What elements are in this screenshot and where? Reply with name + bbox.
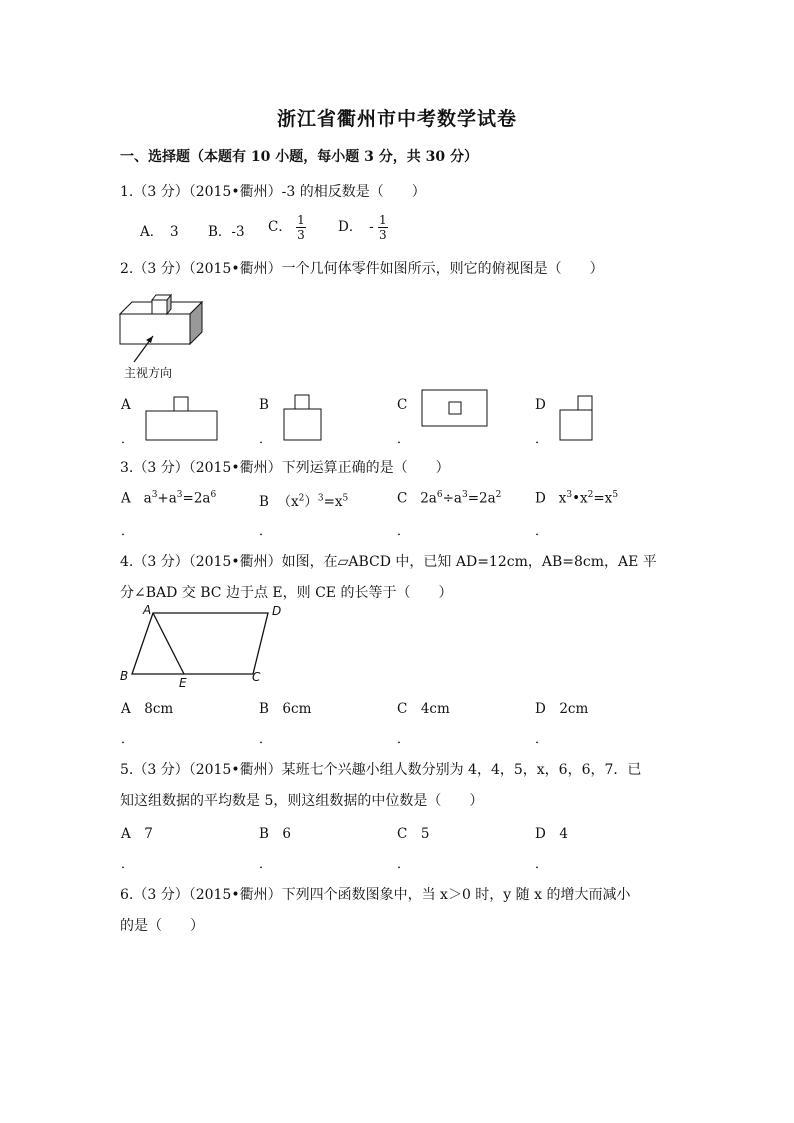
q5-option-b: B 6 [259,826,292,842]
q1-option-d: D． - $\frac{1}{3}$ [338,213,387,242]
q5-option-a: A 7 [121,826,153,842]
question-6-stem-line2: 的是（ ） [120,918,204,934]
q2-option-d-figure [559,395,599,443]
q2-option-d-dot: ． [535,432,549,447]
q2-option-b-dot: ． [259,432,273,447]
q1-option-a: A． 3 [140,224,179,240]
question-5-stem-line2: 知这组数据的平均数是 5，则这组数据的中位数是（ ） [120,793,484,809]
q3-option-d-dot: ． [535,524,549,539]
q4-label-d: D [272,604,282,618]
q4-option-c: C 4cm [397,701,450,717]
q3-option-c: C $2a^6\div a^3=2a^2$ [397,490,502,507]
q4-option-a-dot: ． [121,732,135,747]
q1-d-fraction: $\frac{1}{3}$ [378,213,387,242]
section-heading: 一、选择题（本题有 10 小题，每小题 3 分，共 30 分） [120,149,478,165]
q4-option-d-dot: ． [535,732,549,747]
q4-option-d: D 2cm [535,701,589,717]
q2-option-c-figure [421,389,491,429]
q3-option-b: B $(x^2)^3=x^5$ [259,493,349,510]
question-4-stem-line2: 分∠BAD 交 BC 边于点 E，则 CE 的长等于（ ） [120,585,453,601]
q4-label-e: E [179,676,187,690]
q2-option-a-letter: A [121,397,131,413]
question-2-stem: 2.（3 分）（2015•衢州）一个几何体零件如图所示，则它的俯视图是（ ） [120,261,604,277]
q4-option-b-dot: ． [259,732,273,747]
q4-option-c-dot: ． [397,732,411,747]
q5-option-b-dot: ． [259,857,273,872]
question-3-stem: 3.（3 分）（2015•衢州）下列运算正确的是（ ） [120,460,450,476]
q2-option-b-letter: B [259,397,269,413]
q2-caption: 主视方向 [124,366,173,380]
q3-option-a: A $a^3+a^3=2a^6$ [121,490,217,507]
q1-option-c: C． $\frac{1}{3}$ [268,213,305,242]
q2-option-d-letter: D [535,397,546,413]
q4-label-b: B [120,669,129,683]
question-1-stem: 1.（3 分）（2015•衢州）-3 的相反数是（ ） [120,184,426,200]
q5-option-c: C 5 [397,826,430,842]
q2-option-a-dot: ． [121,432,135,447]
q4-option-a: A 8cm [121,701,174,717]
question-4-stem-line1: 4.（3 分）（2015•衢州）如图，在▱ABCD 中，已知 AD=12cm，AB=8cm，AE 平 [120,554,657,570]
q3-option-d: D $x^3•x^2=x^5$ [535,490,619,507]
q2-option-c-dot: ． [397,432,411,447]
q3-option-c-dot: ． [397,524,411,539]
q5-option-d: D 4 [535,826,568,842]
q2-option-a-figure [145,396,220,442]
question-6-stem-line1: 6.（3 分）（2015•衢州）下列四个函数图象中，当 x＞0 时，y 随 x 的增大而减小 [120,887,631,903]
q2-option-b-figure [283,394,325,442]
question-5-stem-line1: 5.（3 分）（2015•衢州）某班七个兴趣小组人数分别为 4，4，5，x，6，6，7．已 [120,762,642,778]
q1-option-b: B．-3 [208,224,245,240]
q3-option-b-dot: ． [259,524,273,539]
q1-c-fraction: $\frac{1}{3}$ [297,213,305,242]
q3-option-a-dot: ． [121,524,135,539]
q2-option-c-letter: C [397,397,408,413]
q5-option-c-dot: ． [397,857,411,872]
q4-option-b: B 6cm [259,701,312,717]
q5-option-d-dot: ． [535,857,549,872]
q5-option-a-dot: ． [121,857,135,872]
q4-label-c: C [252,670,261,684]
page-title: 浙江省衢州市中考数学试卷 [276,108,517,130]
q2-solid-figure [118,292,208,372]
q4-label-a: A [143,603,152,617]
